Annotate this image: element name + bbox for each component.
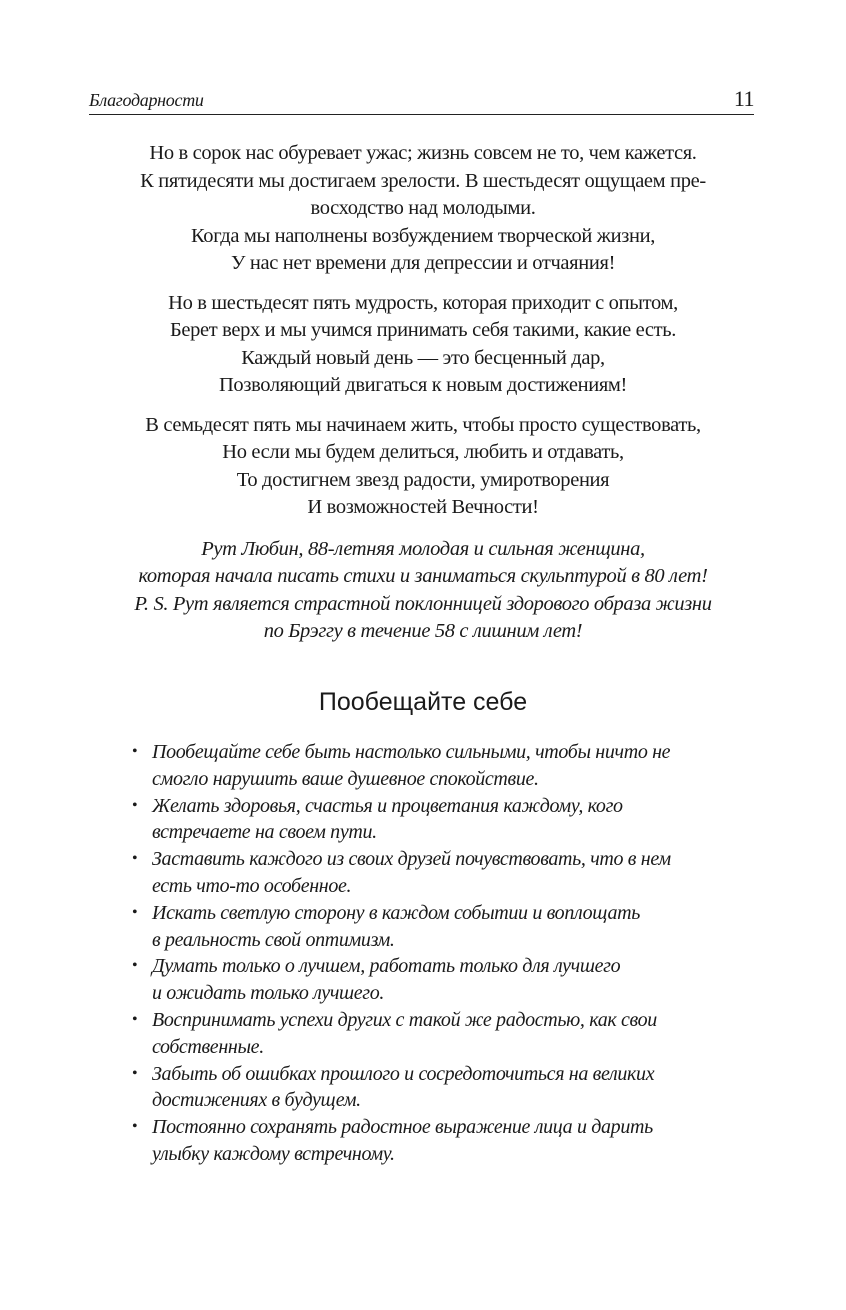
- list-item-line: встречаете на своем пути.: [152, 821, 377, 844]
- list-item: [132, 846, 762, 900]
- list-item-line: Постоянно сохранять радостное выражение лица и дарить: [152, 1116, 653, 1139]
- poem-line: И возможностей Вечности!: [307, 496, 539, 518]
- list-item: [132, 1007, 762, 1061]
- promise-list: [132, 739, 762, 1168]
- list-item-line: смогло нарушить ваше душевное спокойствие.: [152, 767, 539, 790]
- signature-line: которая начала писать стихи и заниматься скульптурой в 80 лет!: [138, 565, 708, 587]
- list-item: [132, 900, 762, 954]
- poem-stanza: [80, 290, 766, 400]
- poem-stanza: [80, 140, 766, 278]
- bullet-icon: •: [132, 1010, 138, 1028]
- signature-line: P. S. Рут является страстной поклонницей здорового образа жизни: [134, 592, 712, 615]
- bullet-icon: •: [132, 796, 138, 814]
- list-item-line: есть что-то особенное.: [152, 874, 352, 897]
- bullet-icon: •: [132, 1064, 138, 1082]
- list-item-line: достижениях в будущем.: [152, 1089, 361, 1112]
- poem-line: К пятидесяти мы достигаем зрелости. В шестьдесят ощущаем пре-: [140, 169, 706, 192]
- section-title: Пообещайте себе: [318, 688, 528, 716]
- list-item-line: Воспринимать успехи других с такой же радостью, как свои: [152, 1008, 657, 1031]
- list-item-line: Забыть об ошибках прошлого и сосредоточиться на великих: [152, 1062, 655, 1085]
- page-header: [89, 84, 754, 115]
- poem-line: Но в шестьдесят пять мудрость, которая приходит с опытом,: [168, 291, 678, 314]
- bullet-icon: •: [132, 743, 138, 760]
- list-item: [132, 1114, 762, 1168]
- poem-line: У нас нет времени для депрессии и отчаяния!: [230, 252, 616, 274]
- list-item-line: Желать здоровья, счастья и процветания каждому, кого: [152, 794, 623, 817]
- poem-line: Позволяющий двигаться к новым достижениям!: [218, 374, 628, 396]
- bullet-icon: •: [132, 1118, 138, 1136]
- list-item-line: в реальность свой оптимизм.: [152, 928, 395, 951]
- list-item-line: и ожидать только лучшего.: [152, 982, 385, 1005]
- poem: [80, 140, 766, 646]
- poem-stanza: [80, 412, 766, 522]
- poem-line: Берет верх и мы учимся принимать себя такими, какие есть.: [169, 319, 677, 341]
- poem-line: Каждый новый день — это бесценный дар,: [241, 346, 605, 369]
- list-item: [132, 1061, 762, 1115]
- poem-line: Но если мы будем делиться, любить и отдавать,: [222, 441, 624, 463]
- poem-line: восходство над молодыми.: [310, 197, 536, 219]
- bullet-icon: •: [132, 957, 138, 975]
- poem-line: То достигнем звезд радости, умиротворения: [236, 468, 610, 491]
- bullet-icon: •: [132, 903, 138, 921]
- signature-line: по Брэггу в течение 58 с лишним лет!: [263, 620, 583, 642]
- poem-signature: [80, 536, 766, 646]
- poem-line: Когда мы наполнены возбуждением творческой жизни,: [191, 224, 655, 247]
- list-item-line: собственные.: [152, 1035, 264, 1058]
- list-item: [132, 793, 762, 847]
- list-item-line: Искать светлую сторону в каждом событии и воплощать: [152, 901, 640, 924]
- list-item: [132, 953, 762, 1007]
- running-title: Благодарности: [89, 90, 204, 110]
- page-number: 11: [733, 86, 754, 111]
- bullet-icon: •: [132, 850, 138, 868]
- list-item: [132, 739, 762, 793]
- list-item-line: улыбку каждому встречному.: [152, 1142, 395, 1165]
- list-item-line: Думать только о лучшем, работать только для лучшего: [152, 955, 621, 978]
- list-item-line: Пообещайте себе быть настолько сильными, чтобы ничто не: [152, 741, 671, 763]
- list-item-line: Заставить каждого из своих друзей почувствовать, что в нем: [152, 848, 671, 871]
- signature-line: Рут Любин, 88-летняя молодая и сильная женщина,: [201, 537, 645, 560]
- poem-line: В семьдесят пять мы начинаем жить, чтобы просто существовать,: [145, 413, 701, 436]
- poem-line: Но в сорок нас обуревает ужас; жизнь совсем не то, чем кажется.: [149, 142, 697, 164]
